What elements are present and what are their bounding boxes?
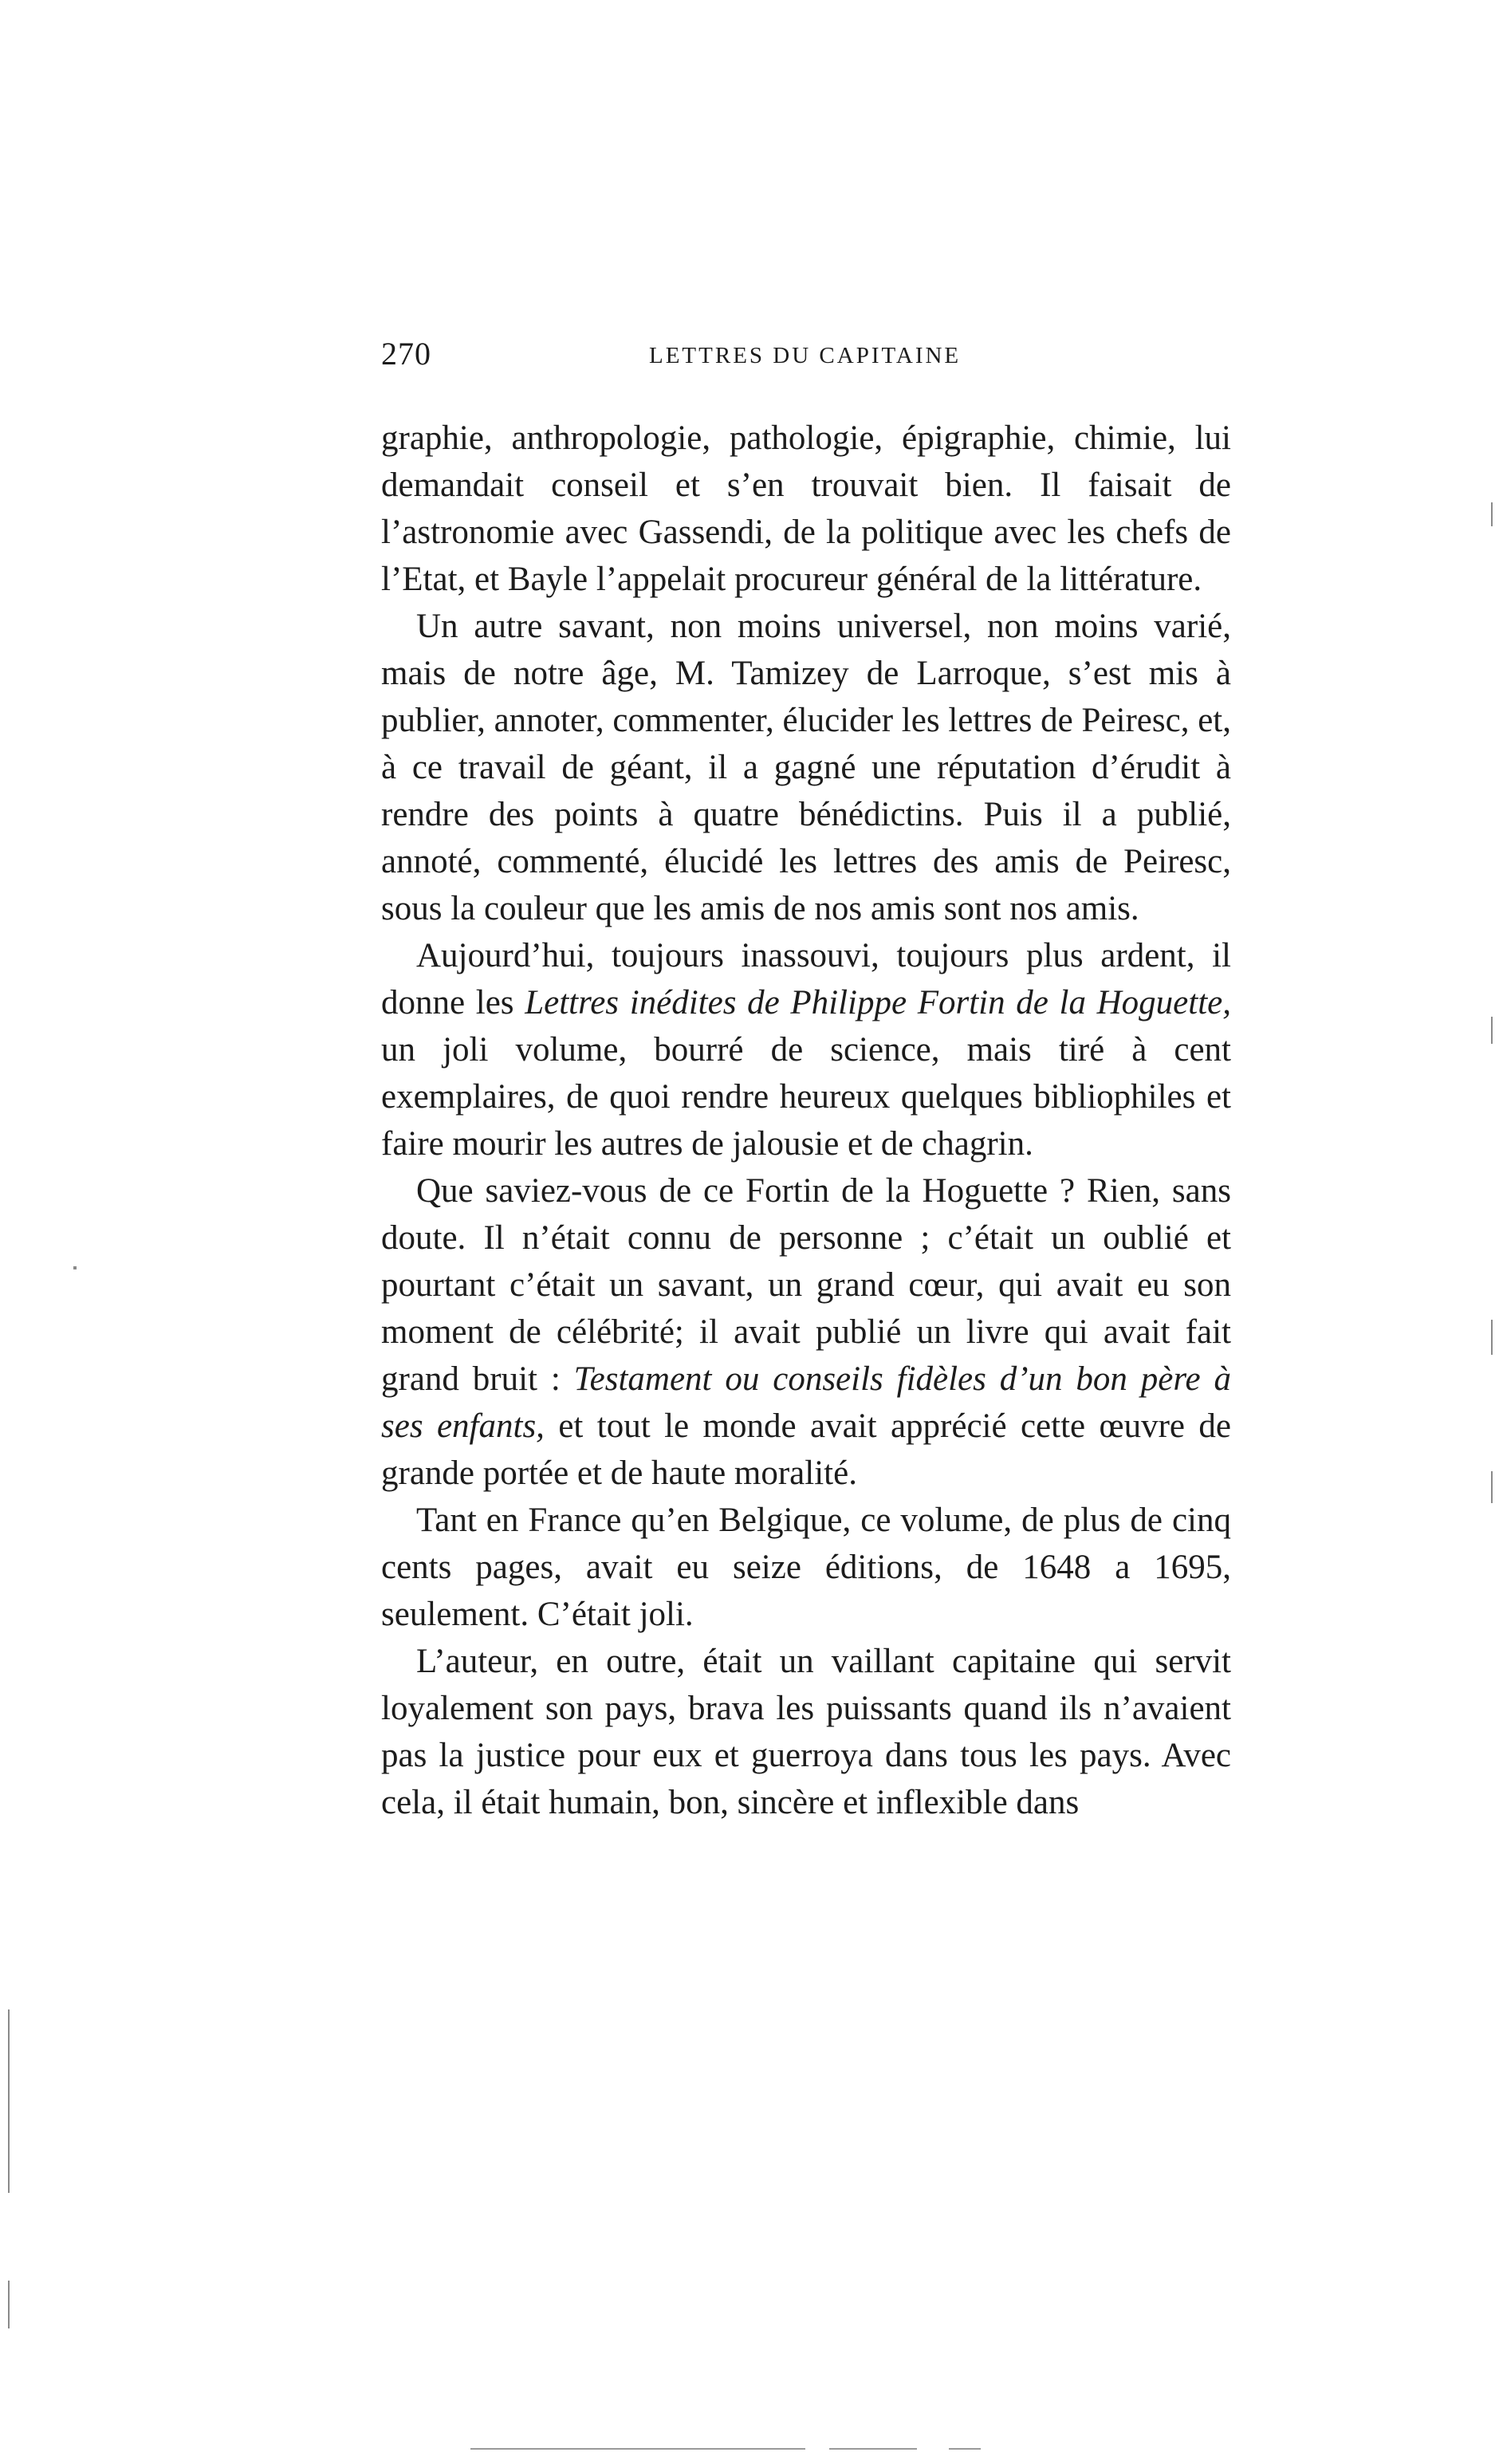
scan-mark bbox=[8, 2009, 10, 2193]
bottom-scan-edge bbox=[949, 2448, 981, 2450]
paragraph-5: Tant en France qu’en Belgique, ce volume, de plus de cinq cents pages, avait eu seize éditions, de 1648 a 1695, seulement. C’était joli. bbox=[381, 1502, 1231, 1633]
bottom-scan-edge bbox=[829, 2448, 917, 2450]
page-header bbox=[381, 335, 1250, 383]
paragraph-3-text-b: un joli volume, bourré de science, mais tiré à cent exemplaires, de quoi rendre heureux quelques bibliophiles et faire mourir les autres de jalousie et de chagrin. bbox=[381, 1031, 1231, 1163]
scan-mark bbox=[8, 2281, 10, 2328]
book-title-testament: Testament ou conseils fidèles d’un bon père à ses enfants, bbox=[381, 1360, 1231, 1445]
paragraph-1: graphie, anthropologie, pathologie, épigraphie, chimie, lui demandait conseil et s’en trouvait bien. Il faisait de l’astronomie avec Gassendi, de la politique avec les chefs de l’Etat, et Bayle l’appelait procureur général de la littérature. bbox=[381, 419, 1231, 598]
paragraph-3-text-a: Aujourd’hui, toujours inassouvi, toujours plus ardent, il donne les bbox=[381, 937, 1231, 1021]
paragraph-3 bbox=[381, 932, 1231, 1167]
paragraph-4 bbox=[381, 1167, 1231, 1497]
scan-mark bbox=[1491, 1320, 1493, 1355]
scan-mark bbox=[1491, 502, 1493, 526]
bottom-scan-edge bbox=[470, 2448, 805, 2450]
scan-mark bbox=[1491, 1017, 1493, 1044]
paragraph-4-text-b: et tout le monde avait apprécié cette œuvre de grande portée et de haute moralité. bbox=[381, 1407, 1231, 1492]
paragraph-6: L’auteur, en outre, était un vaillant capitaine qui servit loyalement son pays, brava les puissants quand ils n’avaient pas la justice pour eux et guerroya dans tous les pays. Avec cela, il était humain, bon, sincère et inflexible dans bbox=[381, 1643, 1231, 1821]
page-number: 270 bbox=[381, 336, 431, 372]
running-title: LETTRES DU CAPITAINE bbox=[649, 343, 962, 368]
main-text bbox=[381, 415, 1231, 1826]
paragraph-4-text-a: Que saviez-vous de ce Fortin de la Hoguette ? Rien, sans doute. Il n’était connu de personne ; c’était un oublié et pourtant c’était un savant, un grand cœur, qui avait eu son moment de célébrité; il avait publié un livre qui avait fait grand bruit : bbox=[381, 1172, 1231, 1398]
scan-mark bbox=[1491, 1471, 1493, 1503]
paragraph-2: Un autre savant, non moins universel, non moins varié, mais de notre âge, M. Tamizey de Larroque, s’est mis à publier, annoter, commenter, élucider les lettres de Peiresc, et, à ce travail de géant, il a gagné une réputation d’érudit à rendre des points à quatre bénédictins. Puis il a publié, annoté, commenté, élucidé les lettres des amis de Peiresc, sous la couleur que les amis de nos amis sont nos amis. bbox=[381, 608, 1231, 927]
scan-mark bbox=[73, 1266, 77, 1269]
book-title-lettres-inedites: Lettres inédites de Philippe Fortin de la Hoguette, bbox=[525, 984, 1231, 1021]
